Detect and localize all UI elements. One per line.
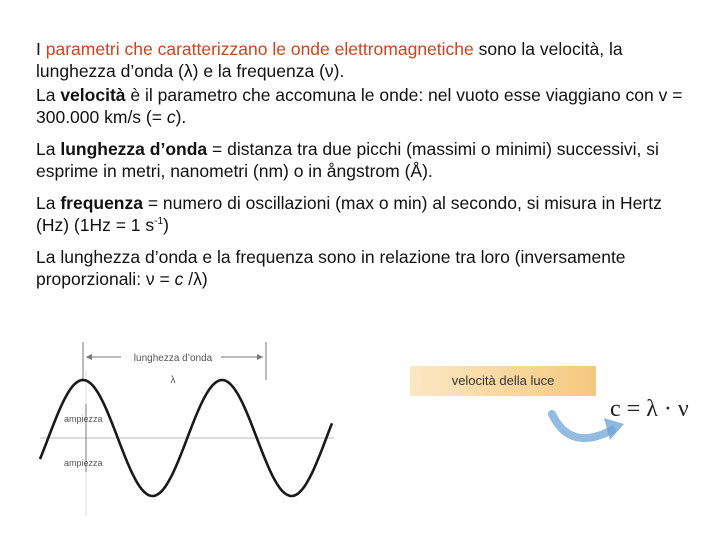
- paragraph-velocity: [36, 84, 686, 128]
- p4-bold-term: frequenza: [60, 193, 143, 213]
- p1-text-c: sono la velocità, la lunghezza d’onda (λ) e la frequenza (ν).: [36, 39, 623, 81]
- p4-superscript: -1: [154, 216, 164, 228]
- p2-italic-c: c: [166, 107, 176, 127]
- amplitude-label-bottom: ampiezza: [64, 458, 103, 468]
- amplitude-label-top: ampiezza: [64, 414, 103, 424]
- p1-text-a: I: [36, 39, 46, 59]
- paragraph-frequency: [36, 192, 686, 236]
- lambda-label: λ: [170, 375, 176, 386]
- text-block: [36, 38, 686, 300]
- p3-bold-term: lunghezza d’onda: [60, 139, 208, 159]
- p4-text-c: = numero di oscillazioni (max o min) al secondo, si misura in Hertz (Hz) (1Hz = 1 s: [36, 193, 662, 235]
- p4-text-a: La: [36, 193, 61, 213]
- p3-text-c: = distanza tra due picchi (massimi o minimi) successivi, si esprime in metri, nanometri (nm) o in ångstrom (Å).: [36, 139, 659, 181]
- wave-formula: c = λ · ν: [610, 396, 689, 422]
- wavelength-label: lunghezza d’onda: [133, 353, 213, 364]
- p5-text-c: /λ): [183, 269, 208, 289]
- p2-text-e: ).: [175, 107, 187, 127]
- p5-italic-c: c: [174, 269, 184, 289]
- speed-of-light-banner: velocità della luce: [410, 366, 596, 396]
- p2-text-a: La: [36, 85, 61, 105]
- p4-text-e: ): [163, 215, 169, 235]
- p2-bold-term: velocità: [60, 85, 126, 105]
- p2-text-c: è il parametro che accomuna le onde: nel vuoto esse viaggiano con v = 300.000 km/s (=: [36, 85, 683, 127]
- wavelength-arrowhead-left: [86, 354, 92, 360]
- paragraph-relation: [36, 246, 686, 290]
- paragraph-parameters: [36, 38, 686, 82]
- p1-highlight: parametri che caratterizzano le onde elettromagnetiche: [45, 39, 474, 59]
- paragraph-wavelength: [36, 138, 686, 182]
- p3-text-a: La: [36, 139, 61, 159]
- wavelength-arrowhead-right: [257, 354, 263, 360]
- wave-diagram: [36, 340, 336, 520]
- p5-text-a: La lunghezza d’onda e la frequenza sono in relazione tra loro (inversamente proporzionali: ν =: [36, 247, 626, 289]
